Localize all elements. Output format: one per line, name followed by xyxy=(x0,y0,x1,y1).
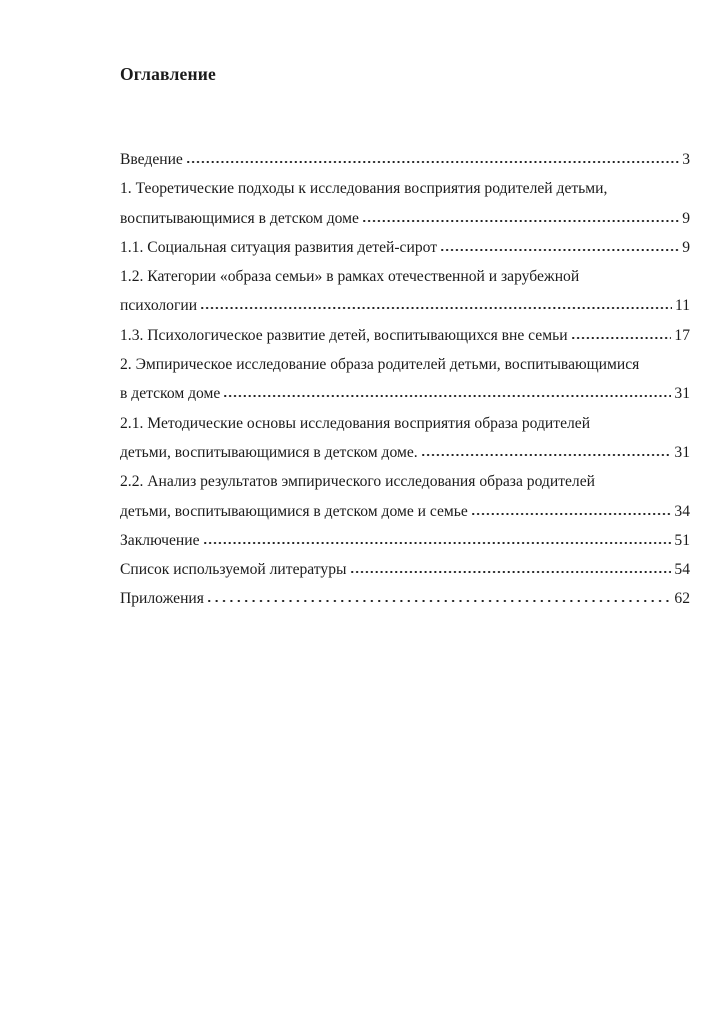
table-of-contents xyxy=(120,145,690,614)
toc-entry-text: 2. Эмпирическое исследование образа родителей детьми, воспитывающимися xyxy=(120,356,640,374)
toc-line xyxy=(120,379,690,408)
toc-entry-text: 1.2. Категории «образа семьи» в рамках отечественной и зарубежной xyxy=(120,268,580,286)
toc-line xyxy=(120,174,690,203)
toc-entry-text: воспитывающимися в детском доме xyxy=(120,209,359,227)
toc-line xyxy=(120,204,690,233)
toc-page-number: 34 xyxy=(674,502,690,520)
dot-leader xyxy=(472,512,672,516)
toc-page-number: 62 xyxy=(674,590,690,608)
toc-entry-text: 2.1. Методические основы исследования восприятия образа родителей xyxy=(120,414,591,432)
toc-page-number: 51 xyxy=(674,531,690,549)
toc-page-number: 17 xyxy=(674,326,690,344)
dot-leader xyxy=(363,219,679,223)
toc-page-number: 9 xyxy=(682,209,690,227)
toc-content xyxy=(120,0,690,614)
toc-entry-text: Приложения xyxy=(120,590,204,608)
toc-line xyxy=(120,467,690,496)
dot-leader xyxy=(594,424,687,428)
toc-page-number: 54 xyxy=(674,561,690,579)
toc-page-number: 31 xyxy=(674,385,690,403)
dot-leader xyxy=(224,394,671,398)
toc-entry-text: детьми, воспитывающимися в детском доме. xyxy=(120,443,418,461)
dot-leader xyxy=(204,541,672,545)
toc-entry-text: 2.2. Анализ результатов эмпирического исследования образа родителей xyxy=(120,473,595,491)
dot-leader xyxy=(422,453,672,457)
toc-line xyxy=(120,350,690,379)
dot-leader xyxy=(187,160,679,164)
toc-page-number: 31 xyxy=(674,443,690,461)
toc-line xyxy=(120,291,690,320)
toc-entry-text: 1.1. Социальная ситуация развития детей-сирот xyxy=(120,238,438,256)
toc-line xyxy=(120,497,690,526)
dot-leader xyxy=(441,248,679,252)
toc-entry-text: психологии xyxy=(120,297,198,315)
toc-page-number: 11 xyxy=(674,297,690,315)
dot-leader xyxy=(583,277,687,281)
toc-entry-text: в детском доме xyxy=(120,385,221,403)
toc-line xyxy=(120,438,690,467)
toc-line xyxy=(120,584,690,613)
dot-leader xyxy=(208,599,671,603)
toc-page-number: 9 xyxy=(682,238,690,256)
toc-entry-text: Заключение xyxy=(120,531,200,549)
toc-line xyxy=(120,262,690,291)
dot-leader xyxy=(201,306,672,310)
toc-entry-text: 1. Теоретические подходы к исследования восприятия родителей детьми, xyxy=(120,180,608,198)
toc-line xyxy=(120,145,690,174)
dot-leader xyxy=(351,570,672,574)
toc-entry-text: 1.3. Психологическое развитие детей, воспитывающихся вне семьи xyxy=(120,326,568,344)
toc-entry-text: Введение xyxy=(120,151,183,168)
dot-leader xyxy=(643,365,687,369)
dot-leader xyxy=(572,336,672,340)
dot-leader xyxy=(611,189,687,193)
dot-leader xyxy=(599,482,687,486)
toc-line xyxy=(120,526,690,555)
toc-line xyxy=(120,409,690,438)
toc-page-number: 3 xyxy=(682,151,690,168)
toc-entry-text: Список используемой литературы xyxy=(120,561,347,579)
toc-line xyxy=(120,555,690,584)
page-title: Оглавление xyxy=(120,64,216,84)
toc-entry-text: детьми, воспитывающимися в детском доме и семье xyxy=(120,502,468,520)
toc-line xyxy=(120,233,690,262)
toc-line xyxy=(120,321,690,350)
